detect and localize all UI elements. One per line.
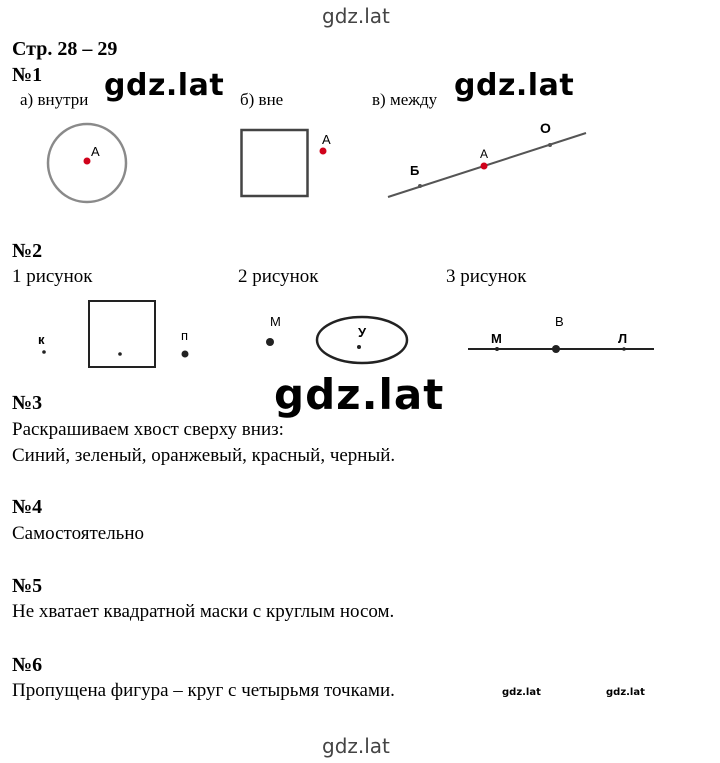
task2-fig3-title: 3 рисунок	[446, 266, 527, 287]
watermark-small-1: gdz.lat	[502, 687, 541, 698]
point-k-dot	[42, 350, 46, 354]
watermark-top: gdz.lat	[322, 4, 390, 28]
task6-text: Пропущена фигура – круг с четырьмя точками.	[12, 680, 395, 701]
task1-number: №1	[12, 64, 43, 86]
task3-line2: Синий, зеленый, оранжевый, красный, черный.	[12, 445, 396, 466]
point-o-dot	[548, 143, 552, 147]
task2-figure-2	[258, 300, 438, 375]
point-m-label: М	[270, 314, 281, 329]
point-l-dot	[622, 347, 626, 351]
task2-figure-1	[30, 298, 230, 378]
point-u-label: У	[358, 325, 367, 340]
figure-point-inside-circle	[44, 120, 134, 210]
point-l-label: Л	[618, 331, 628, 346]
point-b-label: Б	[410, 163, 420, 178]
watermark-small-2: gdz.lat	[606, 687, 645, 698]
task3-line1: Раскрашиваем хвост сверху вниз:	[12, 419, 284, 440]
task2-number: №2	[12, 240, 43, 262]
task4-text: Самостоятельно	[12, 523, 145, 544]
watermark-bottom: gdz.lat	[322, 734, 390, 758]
point-v-label: В	[555, 314, 564, 329]
point-a-dot	[481, 163, 488, 170]
point-p-label: п	[181, 328, 189, 343]
figure-point-outside-square	[240, 128, 340, 208]
point-b-dot	[418, 184, 422, 188]
task1-between-label: в) между	[372, 90, 438, 109]
point-a-label: А	[480, 147, 489, 161]
page-range-heading: Стр. 28 – 29	[12, 38, 118, 60]
point-m-dot	[495, 347, 499, 351]
task2-figure-3	[466, 312, 666, 372]
point-a-label: А	[91, 144, 100, 159]
point-o-label: О	[540, 120, 551, 136]
point-v-dot	[552, 345, 560, 353]
point-u-dot	[357, 345, 361, 349]
task2-fig1-title: 1 рисунок	[12, 266, 93, 287]
oval-shape	[317, 317, 407, 363]
figure-point-between	[386, 120, 596, 200]
point-a-dot	[320, 148, 327, 155]
task2-fig2-title: 2 рисунок	[238, 266, 319, 287]
task3-number: №3	[12, 392, 43, 414]
watermark-center: gdz.lat	[274, 370, 445, 419]
point-m-dot	[266, 338, 274, 346]
task5-number: №5	[12, 575, 43, 597]
watermark-task1-left: gdz.lat	[104, 68, 225, 103]
point-a-label: А	[322, 132, 331, 147]
point-a-dot	[84, 158, 91, 165]
watermark-task1-right: gdz.lat	[454, 68, 575, 103]
square-shape	[89, 301, 155, 367]
square-shape	[242, 130, 308, 196]
task1-outside-label: б) вне	[240, 90, 284, 109]
task6-number: №6	[12, 654, 43, 676]
point-p-dot	[182, 351, 189, 358]
task4-number: №4	[12, 496, 43, 518]
task5-text: Не хватает квадратной маски с круглым носом.	[12, 601, 395, 622]
point-inside-dot	[118, 352, 122, 356]
point-m-label: М	[491, 331, 502, 346]
task1-inside-label: а) внутри	[20, 90, 89, 109]
point-k-label: к	[38, 332, 45, 347]
